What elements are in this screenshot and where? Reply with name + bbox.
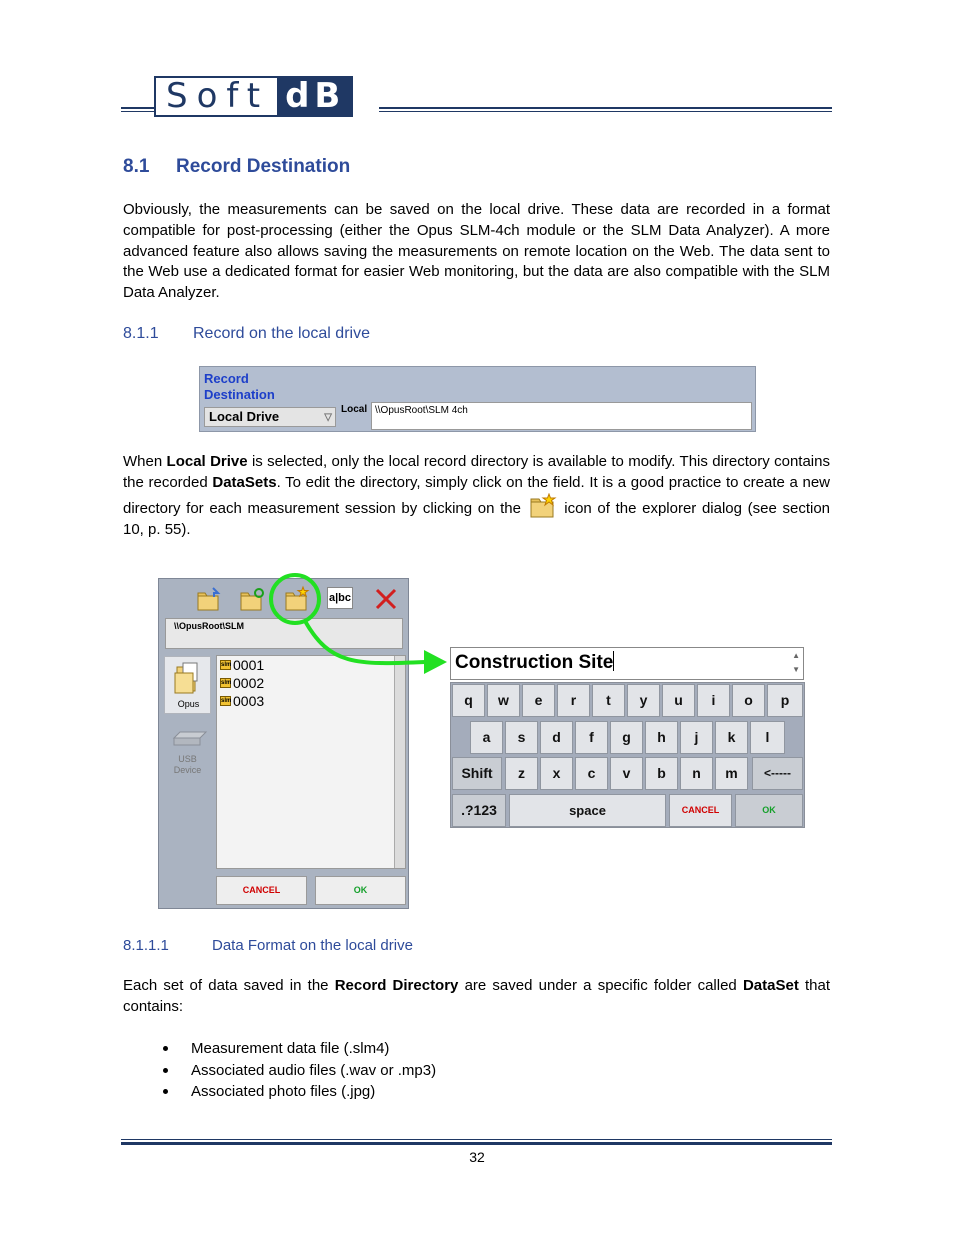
subsubsection-heading: [123, 937, 413, 954]
dataset-contents-list: [160, 1038, 436, 1103]
p2-bold-datasets: DataSets: [212, 474, 277, 491]
record-title-line1: Record: [204, 371, 249, 386]
local-label: Local: [341, 404, 368, 415]
key-s[interactable]: s: [505, 721, 538, 754]
explorer-cancel-button[interactable]: CANCEL: [216, 876, 307, 905]
key-f[interactable]: f: [575, 721, 608, 754]
dataset-paragraph: [123, 976, 830, 1018]
key-n[interactable]: n: [680, 757, 713, 790]
usb-label-2: Device: [173, 765, 202, 775]
keyboard-cancel-button[interactable]: CANCEL: [669, 794, 732, 827]
text-entry-field[interactable]: [450, 647, 804, 680]
key-k[interactable]: k: [715, 721, 748, 754]
bullet-text: Associated photo files (.jpg): [191, 1083, 376, 1100]
key-j[interactable]: j: [680, 721, 713, 754]
subsubsection-number: 8.1.1.1: [123, 937, 169, 954]
p2-text4: icon of the explorer dialog (see section 10, p. 55).: [123, 500, 831, 538]
key-v[interactable]: v: [610, 757, 643, 790]
record-title-line2: Destination: [204, 387, 275, 402]
p3-text1: Each set of data saved in the: [123, 977, 335, 994]
key-t[interactable]: t: [592, 684, 625, 717]
p3-text2: are saved under a specific folder called: [458, 977, 743, 994]
record-destination-selected: Local Drive: [209, 409, 280, 424]
p2-text3: . To edit the directory, simply click on the field. It is a good practice to create a new directory for each measurement session by clicking on the: [123, 474, 830, 517]
key-space[interactable]: space: [509, 794, 666, 827]
keyboard-ok-button[interactable]: OK: [735, 794, 803, 827]
list-item-label: 0003: [233, 693, 265, 709]
opus-label: Opus: [177, 699, 200, 709]
slm-folder-icon: slm: [221, 680, 232, 686]
key-b[interactable]: b: [645, 757, 678, 790]
intro-paragraph: Obviously, the measurements can be saved on the local drive. These data are recorded in a format compatible for post-processing (either the Opus SLM-4ch module or the SLM Data Analyzer). A more advanced feature also allows saving the measurements on remote location on the Web. The data sent to the Web use a dedicated format for easier Web monitoring, but the data are also compatible with the SLM Data Analyzer.: [123, 201, 830, 302]
text-entry-value: Construction Site: [455, 652, 614, 673]
key-r[interactable]: r: [557, 684, 590, 717]
p3-text3: that contains:: [123, 977, 831, 1015]
key-symbols[interactable]: .?123: [452, 794, 506, 827]
list-item-label: 0001: [233, 657, 265, 673]
key-x[interactable]: x: [540, 757, 573, 790]
key-l[interactable]: l: [750, 721, 785, 754]
key-z[interactable]: z: [505, 757, 538, 790]
section-title: Record Destination: [176, 156, 351, 177]
bullet-text: Associated audio files (.wav or .mp3): [191, 1061, 437, 1079]
dropdown-arrow-icon: ▽: [324, 412, 332, 423]
key-u[interactable]: u: [662, 684, 695, 717]
usb-label-1: USB: [178, 754, 197, 764]
footer-rule: [121, 1142, 832, 1145]
text-caret: [613, 651, 614, 671]
slm-folder-icon: slm: [221, 698, 232, 704]
section-number: 8.1: [123, 156, 150, 177]
footer-rule-thin: [121, 1139, 832, 1140]
on-screen-keyboard: [450, 682, 805, 828]
bullet-dot: [163, 1046, 168, 1051]
bullet-dot: [163, 1068, 168, 1073]
spin-arrows-icon[interactable]: ▲ ▼: [792, 651, 800, 674]
list-item: [160, 1081, 436, 1103]
key-c[interactable]: c: [575, 757, 608, 790]
key-backspace[interactable]: <-----: [752, 757, 803, 790]
page-number: 32: [469, 1149, 485, 1165]
logo-soft: Soft: [156, 78, 277, 115]
rename-button[interactable]: a|bc: [327, 587, 353, 609]
logo-db: dB: [277, 78, 351, 115]
key-w[interactable]: w: [487, 684, 520, 717]
key-q[interactable]: q: [452, 684, 485, 717]
p3-bold-record-directory: Record Directory: [334, 977, 459, 994]
key-y[interactable]: y: [627, 684, 660, 717]
subsubsection-title: Data Format on the local drive: [212, 937, 413, 954]
explorer-ok-button[interactable]: OK: [315, 876, 406, 905]
bullet-dot: [163, 1089, 168, 1094]
key-g[interactable]: g: [610, 721, 643, 754]
p2-text1: When: [123, 453, 167, 470]
key-m[interactable]: m: [715, 757, 748, 790]
key-i[interactable]: i: [697, 684, 730, 717]
explorer-path-field[interactable]: \\OpusRoot\SLM: [165, 618, 403, 649]
key-d[interactable]: d: [540, 721, 573, 754]
key-shift[interactable]: Shift: [452, 757, 502, 790]
list-item-label: 0002: [233, 675, 265, 691]
p2-text2: is selected, only the local record directory is available to modify. This directory contains the recorded: [123, 453, 830, 491]
list-item: [160, 1038, 436, 1060]
subsection-number: 8.1.1: [123, 325, 159, 342]
subsection-title: Record on the local drive: [193, 325, 370, 342]
key-a[interactable]: a: [470, 721, 503, 754]
record-directory-field[interactable]: \\OpusRoot\SLM 4ch: [371, 402, 752, 430]
slm-folder-icon: slm: [221, 662, 232, 668]
key-p[interactable]: p: [767, 684, 803, 717]
list-item: [160, 1060, 436, 1082]
p2-bold-local-drive: Local Drive: [166, 453, 248, 470]
p3-bold-dataset: DataSet: [742, 977, 799, 994]
key-o[interactable]: o: [732, 684, 765, 717]
key-e[interactable]: e: [522, 684, 555, 717]
bullet-text: Measurement data file (.slm4): [191, 1040, 390, 1057]
key-h[interactable]: h: [645, 721, 678, 754]
